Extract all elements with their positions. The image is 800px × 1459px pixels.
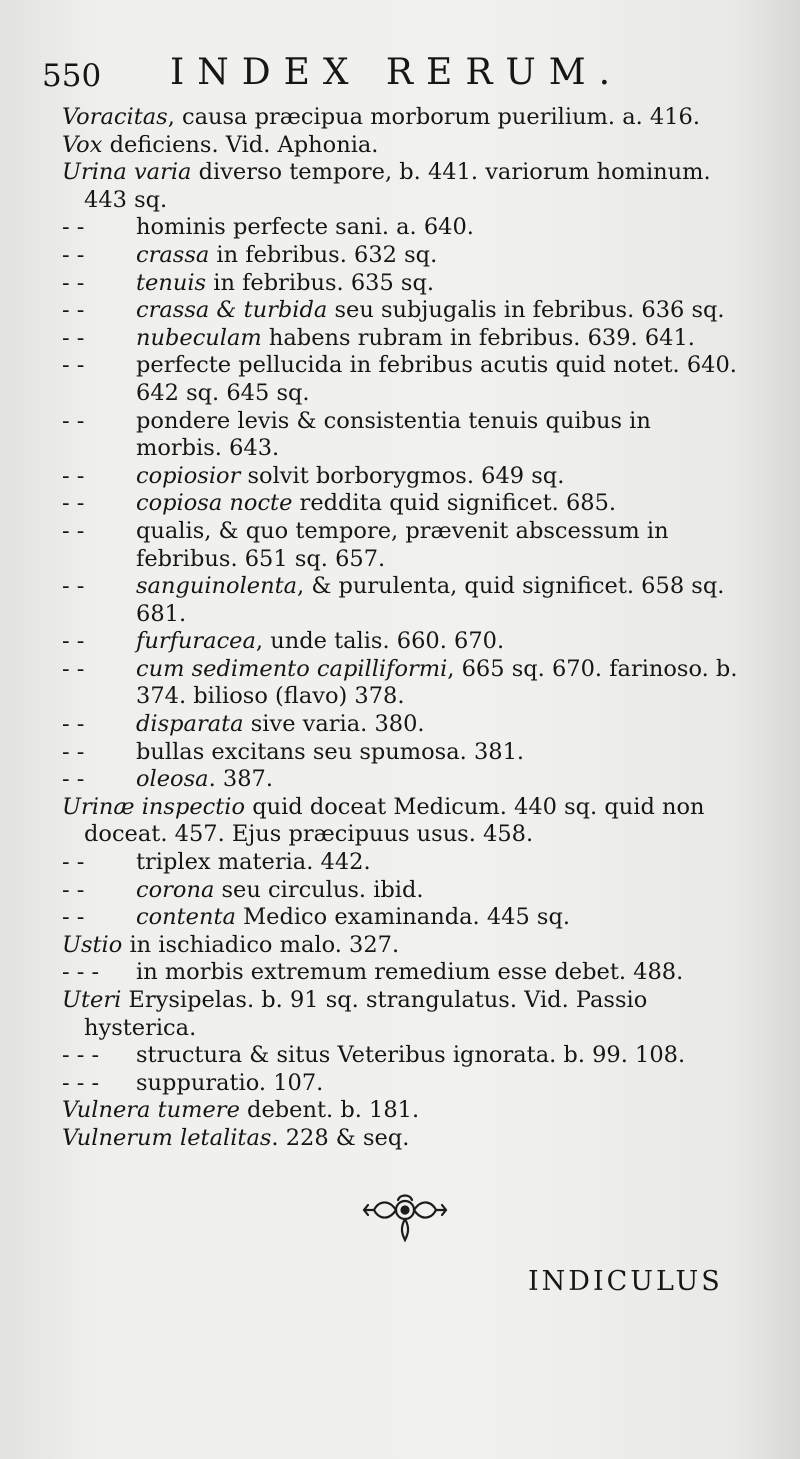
index-entry (62, 932, 742, 960)
entry-text: habens rubram in febribus. 639. 641. (261, 324, 695, 351)
entry-headword: Uteri (62, 987, 122, 1013)
entry-headword: Vulnera tumere (62, 1097, 240, 1124)
dash-marker: - - (62, 876, 85, 903)
entry-text: , & purulenta, quid significet. 658 sq. 681. (136, 573, 725, 627)
index-subentry (62, 628, 742, 656)
index-entries (62, 104, 742, 1153)
index-entry (62, 987, 742, 1042)
index-subentry (62, 573, 742, 628)
entry-text: perfecte pellucida in febribus acutis quid notet. 640. 642 sq. 645 sq. (136, 352, 737, 406)
index-subentry (62, 959, 742, 987)
entry-text: bullas excitans seu spumosa. 381. (136, 738, 525, 765)
entry-text: solvit borborygmos. 649 sq. (240, 462, 565, 489)
entry-headword: Vulnerum letalitas (62, 1124, 272, 1151)
entry-headword: Urina varia (62, 159, 192, 186)
index-subentry (62, 656, 742, 711)
floral-tailpiece-icon (360, 1188, 450, 1248)
entry-text: Medico examinanda. 445 sq. (235, 904, 571, 931)
catchword: INDICULUS (528, 1266, 723, 1297)
index-subentry (62, 490, 742, 518)
index-subentry (62, 904, 742, 932)
entry-text: reddita quid significet. 685. (292, 490, 617, 517)
entry-text: , causa præcipua morborum puerilium. a. 416. (167, 104, 701, 130)
dash-marker: - - (62, 711, 85, 738)
dash-marker: - - (62, 324, 85, 351)
entry-text: diverso tempore, b. 441. variorum hominum. 443 sq. (84, 159, 711, 213)
dash-marker: - - (62, 849, 85, 876)
page-number: 550 (42, 58, 102, 94)
dash-marker: - - (62, 904, 85, 931)
index-subentry (62, 739, 742, 767)
entry-text: hominis perfecte sani. a. 640. (136, 214, 474, 241)
entry-headword: cum sedimento capilliformi (136, 655, 448, 682)
dash-marker: - - (62, 490, 85, 517)
entry-headword: crassa & turbida (136, 297, 328, 324)
index-entry (62, 794, 742, 849)
entry-text: seu circulus. ibid. (214, 876, 424, 903)
dash-marker: - - (62, 352, 85, 379)
entry-text: , 665 sq. 670. farinoso. b. 374. bilioso (flavo) 378. (136, 655, 738, 710)
entry-headword: sanguinolenta (136, 573, 298, 600)
entry-headword: tenuis (136, 269, 207, 296)
entry-text: triplex materia. 442. (136, 849, 371, 876)
dash-marker: - - (62, 517, 85, 544)
index-entry (62, 159, 742, 214)
dash-marker: - - (62, 241, 85, 268)
entry-text: in febribus. 632 sq. (209, 241, 438, 268)
dash-marker: - - (62, 628, 85, 655)
entry-headword: disparata (136, 711, 244, 738)
entry-text: quid doceat Medicum. 440 sq. quid non doceat. 457. Ejus præcipuus usus. 458. (84, 793, 705, 848)
entry-headword: copiosa nocte (136, 490, 293, 517)
dash-marker: - - (62, 573, 85, 600)
entry-text: deficiens. Vid. Aphonia. (102, 131, 379, 158)
entry-headword: Voracitas (62, 104, 168, 130)
index-subentry (62, 242, 742, 270)
index-entry (62, 132, 742, 160)
entry-headword: corona (136, 876, 215, 903)
index-subentry (62, 408, 742, 463)
entry-text: Erysipelas. b. 91 sq. strangulatus. Vid. Passio hysterica. (84, 987, 648, 1041)
entry-text: suppuratio. 107. (136, 1069, 324, 1096)
entry-headword: furfuracea (136, 628, 256, 655)
dash-marker: - - (62, 214, 85, 241)
running-head: INDEX RERUM. (170, 52, 624, 93)
entry-headword: copiosior (136, 462, 241, 489)
index-subentry (62, 214, 742, 242)
index-subentry (62, 352, 742, 407)
entry-text: . 387. (208, 766, 273, 793)
entry-text: seu subjugalis in febribus. 636 sq. (327, 297, 725, 324)
dash-marker: - - (62, 297, 85, 324)
dash-marker: - - - (62, 959, 100, 986)
entry-text: structura & situs Veteribus ignorata. b. 99. 108. (136, 1042, 686, 1069)
index-entry (62, 1097, 742, 1125)
entry-headword: contenta (136, 904, 236, 931)
entry-headword: Vox (62, 131, 103, 158)
index-subentry (62, 518, 742, 573)
dash-marker: - - (62, 738, 85, 765)
index-subentry (62, 877, 742, 905)
index-entry (62, 104, 742, 132)
index-subentry (62, 711, 742, 739)
dash-marker: - - (62, 766, 85, 793)
dash-marker: - - (62, 269, 85, 296)
entry-text: qualis, & quo tempore, prævenit abscessum in febribus. 651 sq. 657. (136, 517, 669, 572)
index-subentry (62, 325, 742, 353)
entry-text: pondere levis & consistentia tenuis quibus in morbis. 643. (136, 407, 651, 462)
index-subentry (62, 849, 742, 877)
entry-text: debent. b. 181. (239, 1097, 420, 1124)
index-subentry (62, 1070, 742, 1098)
entry-headword: nubeculam (136, 324, 262, 351)
index-subentry (62, 270, 742, 298)
index-subentry (62, 1042, 742, 1070)
dash-marker: - - (62, 462, 85, 489)
entry-headword: Ustio (62, 931, 123, 958)
entry-text: , unde talis. 660. 670. (255, 628, 505, 655)
dash-marker: - - (62, 407, 85, 434)
index-subentry (62, 297, 742, 325)
dash-marker: - - - (62, 1042, 100, 1069)
entry-text: in ischiadico malo. 327. (122, 931, 400, 958)
dash-marker: - - (62, 655, 85, 682)
entry-text: in morbis extremum remedium esse debet. 488. (136, 959, 684, 986)
entry-text: . 228 & seq. (271, 1124, 410, 1151)
entry-headword: oleosa (136, 766, 209, 793)
index-subentry (62, 766, 742, 794)
entry-headword: Urinæ inspectio (62, 793, 246, 820)
entry-text: in febribus. 635 sq. (206, 269, 435, 296)
entry-text: sive varia. 380. (243, 711, 425, 738)
dash-marker: - - - (62, 1069, 100, 1096)
index-entry (62, 1125, 742, 1153)
index-subentry (62, 463, 742, 491)
entry-headword: crassa (136, 241, 210, 268)
page-header (40, 52, 760, 102)
